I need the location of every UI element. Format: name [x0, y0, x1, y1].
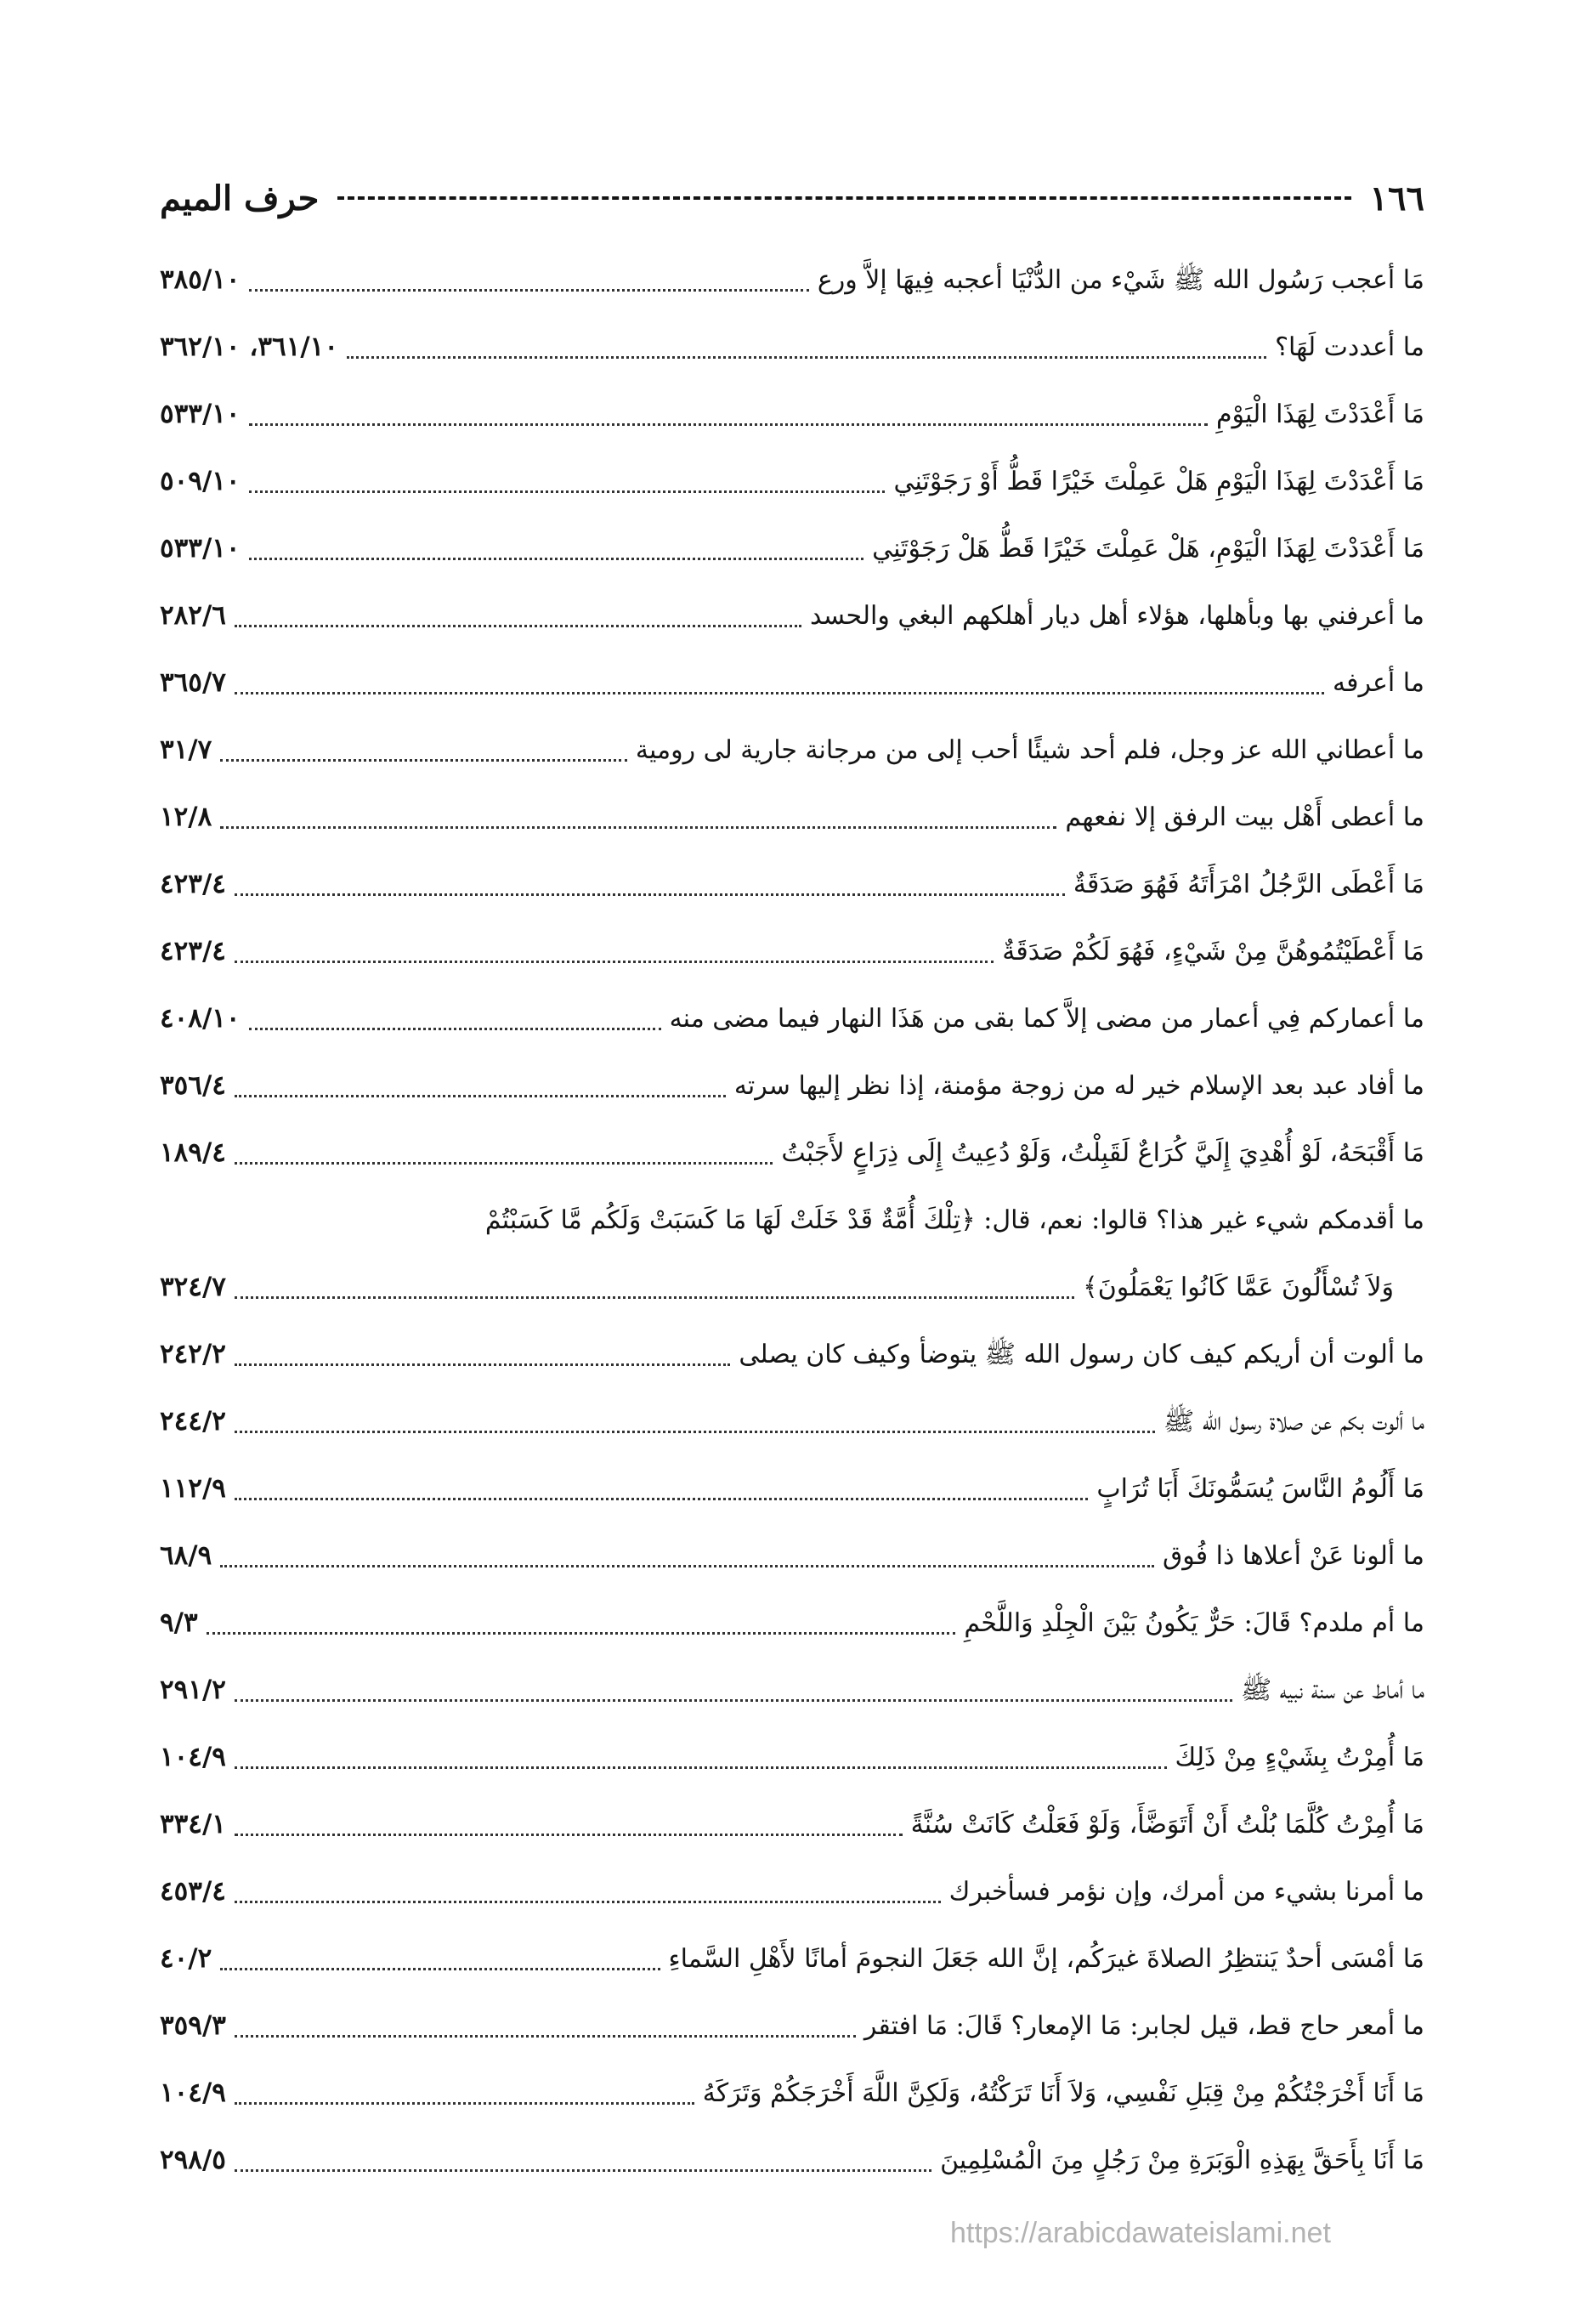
- index-entry: [160, 1590, 1424, 1657]
- index-entry: [160, 985, 1424, 1052]
- volume-page-ref: ٢٤٤/٢: [160, 1406, 226, 1437]
- volume-page-ref: ٣٥٦/٤: [160, 1070, 226, 1101]
- dot-leader: [235, 1296, 1074, 1299]
- volume-page-ref: ٥٠٩/١٠: [160, 466, 241, 496]
- entry-text: مَا أَنَا أَخْرَجْتُكُمْ مِنْ قِبَلِ نَفْسِي، وَلاَ أَنَا تَرَكْتُهُ، وَلَكِنَّ اللَّهَ أَخْرَجَكُمْ وَتَرَكَهُ: [702, 2078, 1424, 2108]
- index-entry: [160, 1321, 1424, 1388]
- dot-leader: [249, 423, 1208, 426]
- index-entry: [160, 448, 1424, 515]
- dot-leader: [220, 826, 1056, 829]
- entry-text: مَا أَعْطَى الرَّجُلُ امْرَأَتَهُ فَهُوَ صَدَقَةٌ: [1073, 870, 1424, 899]
- index-entry: [160, 2060, 1424, 2127]
- index-entry: [160, 784, 1424, 851]
- entry-text: ما أفاد عبد بعد الإسلام خير له من زوجة مؤمنة، إذا نظر إليها سرته: [733, 1071, 1424, 1101]
- index-entry: [160, 717, 1424, 784]
- entry-text: مَا أَنَا بِأَحَقَّ بِهَذِهِ الْوَبَرَةِ مِنْ رَجُلٍ مِنَ الْمُسْلِمِينَ: [940, 2145, 1424, 2175]
- volume-page-ref: ٣٣٤/١: [160, 1809, 226, 1839]
- dot-leader: [235, 1363, 730, 1366]
- volume-page-ref: ٤٢٣/٤: [160, 869, 226, 899]
- volume-page-ref: ١٨٩/٤: [160, 1137, 226, 1168]
- entry-text: ما ألوت بكم عن صلاة رسول الله ﷺ: [1163, 1407, 1424, 1437]
- dot-leader: [207, 1632, 956, 1635]
- volume-page-ref: ١٢/٨: [160, 802, 212, 832]
- volume-page-ref: ٣٨٥/١٠: [160, 264, 241, 295]
- dot-leader: [235, 1834, 903, 1836]
- index-entry: [160, 649, 1424, 717]
- index-entry: [160, 381, 1424, 448]
- entry-text: ما أم ملدم؟ قَالَ: حَرٌّ يَكُونُ بَيْنَ الْجِلْدِ وَاللَّحْمِ: [964, 1608, 1424, 1638]
- page-header: [160, 168, 1424, 228]
- page-number: ١٦٦: [1369, 178, 1424, 218]
- index-entry: [160, 1858, 1424, 1925]
- index-entry: [160, 314, 1424, 381]
- entry-text: ما ألوت أن أريكم كيف كان رسول الله ﷺ يتوضأ وكيف كان يصلى: [739, 1340, 1424, 1369]
- dot-leader: [235, 2035, 856, 2038]
- entry-text: مَا أعجب رَسُول الله ﷺ شَيْء من الدُّنْيَا أعجبه فِيهَا إلاَّ ورع: [817, 265, 1424, 295]
- entry-text: ما أعطاني الله عز وجل، فلم أحد شيئًا أحب إلى من مرجانة جارية لى رومية: [635, 735, 1424, 765]
- dot-leader: [235, 692, 1324, 694]
- index-entry: [160, 918, 1424, 985]
- index-entry: [160, 582, 1424, 649]
- index-entry: [160, 1925, 1424, 1992]
- entry-text: ما ألونا عَنْ أعلاها ذا فُوق: [1163, 1541, 1424, 1571]
- entry-text: مَا أَقْبَحَهُ، لَوْ أُهْدِيَ إِلَيَّ كُرَاعٌ لَقَبِلْتُ، وَلَوْ دُعِيتُ إِلَى ذِرَاعٍ لأَجَبْتُ: [781, 1138, 1424, 1168]
- volume-page-ref: ١٠٤/٩: [160, 1742, 226, 1772]
- dot-leader: [235, 1095, 726, 1097]
- index-entry: [160, 1388, 1424, 1455]
- entry-text: وَلاَ تُسْأَلُونَ عَمَّا كَانُوا يَعْمَلُونَ﴾: [1083, 1273, 1394, 1302]
- index-entry: [160, 1119, 1424, 1187]
- dot-leader: [249, 1028, 661, 1030]
- index-entry: [160, 247, 1424, 314]
- index-entry: [160, 1724, 1424, 1791]
- volume-page-ref: ٢٤٢/٢: [160, 1339, 226, 1369]
- dot-leader: [235, 625, 801, 627]
- entry-continuation: [160, 1254, 1424, 1321]
- volume-page-ref: ٩/٣: [160, 1607, 198, 1638]
- volume-page-ref: ١١٢/٩: [160, 1473, 226, 1504]
- dot-leader: [235, 961, 994, 963]
- dot-leader: [249, 289, 809, 292]
- index-entry: [160, 1455, 1424, 1522]
- chapter-title: حرف الميم: [160, 178, 320, 218]
- volume-page-ref: ٢٨٢/٦: [160, 600, 226, 631]
- index-entries: [160, 247, 1424, 2194]
- dot-leader: [235, 1498, 1088, 1500]
- dot-leader: [235, 1431, 1155, 1433]
- volume-page-ref: ٣٥٩/٣: [160, 2010, 226, 2041]
- volume-page-ref: ٥٣٣/١٠: [160, 399, 241, 429]
- dot-leader: [220, 1565, 1154, 1567]
- volume-page-ref: ٢٩١/٢: [160, 1675, 226, 1705]
- dot-leader: [249, 490, 886, 493]
- index-entry: [160, 1657, 1424, 1724]
- entry-text: ما أمعر حاج قط، قيل لجابر: مَا الإمعار؟ قَالَ: مَا افتقر: [863, 2011, 1424, 2041]
- dot-leader: [220, 1968, 660, 1970]
- entry-text: مَا أُمِرْتُ بِشَيْءٍ مِنْ ذَلِكَ: [1175, 1743, 1424, 1772]
- entry-text: ما أمرنا بشيء من أمرك، وإن نؤمر فسأخبرك: [948, 1877, 1424, 1907]
- index-entry: [160, 851, 1424, 918]
- dot-leader: [235, 2102, 694, 2105]
- entry-text: مَا أمْسَى أحدٌ يَنتظِرُ الصلاةَ غيرَكُم، إنَّ الله جَعَلَ النجومَ أمانًا لأَهْلِ السَّماءِ: [668, 1944, 1424, 1974]
- index-entry: [160, 1791, 1424, 1858]
- index-entry: [160, 1522, 1424, 1590]
- volume-page-ref: ١٠٤/٩: [160, 2077, 226, 2108]
- dot-leader: [347, 356, 1266, 359]
- volume-page-ref: ٣٦١/١٠، ٣٦٢/١٠: [160, 332, 338, 362]
- entry-text: مَا أَعْدَدْتَ لِهَذَا الْيَوْمِ، هَلْ عَمِلْتَ خَيْرًا قَطُّ هَلْ رَجَوْتَنِي: [872, 534, 1424, 564]
- volume-page-ref: ٤٠٨/١٠: [160, 1003, 241, 1034]
- index-entry: [160, 1052, 1424, 1119]
- header-rule: [337, 196, 1350, 200]
- entry-text: مَا أُمِرْتُ كُلَّمَا بُلْتُ أَنْ أَتَوَضَّأَ، وَلَوْ فَعَلْتُ كَانَتْ سُنَّةً: [910, 1810, 1424, 1839]
- volume-page-ref: ٦٨/٩: [160, 1540, 212, 1571]
- dot-leader: [235, 1901, 941, 1903]
- entry-text: مَا أَعْدَدْتَ لِهَذَا الْيَوْمِ: [1215, 400, 1424, 429]
- entry-text: ما أعماركم فِي أعمار من مضى إلاَّ كما بقى من هَذَا النهار فيما مضى منه: [669, 1004, 1424, 1034]
- entry-text: مَا أَعْطَيْتُمُوهُنَّ مِنْ شَيْءٍ، فَهُوَ لَكُمْ صَدَقَةٌ: [1002, 937, 1424, 966]
- entry-text: ما أعرفني بها وبأهلها، هؤلاء أهل ديار أهلكهم البغي والحسد: [810, 601, 1424, 631]
- index-entry: [160, 1187, 1424, 1321]
- dot-leader: [220, 759, 627, 762]
- volume-page-ref: ٥٣٣/١٠: [160, 533, 241, 564]
- volume-page-ref: ٣٢٤/٧: [160, 1272, 226, 1302]
- dot-leader: [235, 893, 1065, 896]
- volume-page-ref: ٢٩٨/٥: [160, 2145, 226, 2175]
- index-entry: [160, 2127, 1424, 2194]
- entry-text: ما أعرفه: [1333, 668, 1424, 698]
- entry-text: ما أقدمكم شيء غير هذا؟ قالوا: نعم، قال: ﴿تِلْكَ أُمَّةٌ قَدْ خَلَتْ لَهَا مَا كَسَبَتْ وَلَكُم مَّا كَسَبْتُمْ: [484, 1205, 1424, 1235]
- volume-page-ref: ٤٠/٢: [160, 1943, 212, 1974]
- volume-page-ref: ٣٦٥/٧: [160, 667, 226, 698]
- dot-leader: [249, 558, 864, 560]
- dot-leader: [235, 1162, 773, 1165]
- entry-text: مَا أَلُومُ النَّاسَ يُسَمُّونَكَ أَبَا تُرَابٍ: [1096, 1474, 1424, 1504]
- index-entry: [160, 515, 1424, 582]
- volume-page-ref: ٤٢٣/٤: [160, 936, 226, 966]
- entry-text: ما أماط عن سنة نبيه ﷺ: [1240, 1675, 1424, 1705]
- volume-page-ref: ٤٥٣/٤: [160, 1876, 226, 1907]
- entry-text: ما أعطى أَهْل بيت الرفق إلا نفعهم: [1065, 802, 1424, 832]
- watermark-url: https://arabicdawateislami.net: [950, 2217, 1331, 2249]
- dot-leader: [235, 1699, 1232, 1702]
- dot-leader: [235, 1766, 1167, 1769]
- volume-page-ref: ٣١/٧: [160, 734, 212, 765]
- entry-text: ما أعددت لَهَا؟: [1275, 332, 1424, 362]
- entry-text: مَا أَعْدَدْتَ لِهَذَا الْيَوْمِ هَلْ عَمِلْتَ خَيْرًا قَطُّ أَوْ رَجَوْتَنِي: [893, 467, 1424, 496]
- dot-leader: [235, 2169, 931, 2172]
- index-entry: [160, 1992, 1424, 2060]
